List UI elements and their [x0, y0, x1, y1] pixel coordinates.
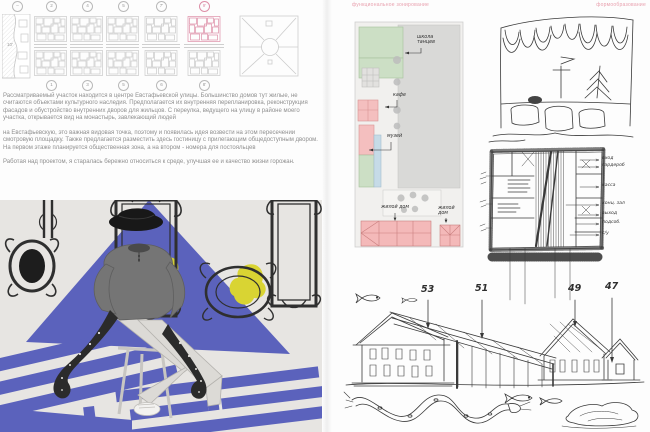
sneaker [134, 403, 160, 416]
caption-functional-zoning: функциональное зонирование [352, 2, 430, 8]
map-tile-number: 5 [118, 1, 129, 12]
plan-annotation-4: конц. зал [602, 201, 625, 206]
site-plan-label-residential-right: жилой дом [438, 206, 455, 217]
site-plan-label-cafe: кафе [393, 93, 406, 98]
description-paragraph-1: Рассматриваемый участок находится в центре Евстафьевской улицы. Большинство домов тут жилые, не считаются объектами культурного наследия. Предполагается их внутренняя перепланировка, реконструкция фасадов и обустройство внутренних дворов для жильцов. С переулка, ведущего на улицу в районе моего участка, открывается вид на монастырь, завлекающий людей [3, 93, 308, 122]
context-maps [2, 14, 302, 82]
map-tile-number: 1 [46, 80, 57, 91]
map-tile-number: 3 [82, 80, 93, 91]
map-tile-number: 2 [46, 1, 57, 12]
residential-blocks [361, 221, 460, 246]
map-tile-number: 4 [82, 1, 93, 12]
left-page [0, 0, 322, 432]
description-paragraph-2: на Евстафьевскую, это важная видовая точка, поэтому и появилась идея возвести на этом пересечении смотровую площадку. Также предлагается разместить здесь гостиницу с прилегающим общедоступным двором. На первом этаже планируется общественная зона, а на втором - номера для постояльцев [3, 129, 318, 151]
plan-annotation-5: выход [602, 211, 618, 216]
house-number-47: 47 [605, 281, 619, 292]
project-description [3, 93, 322, 174]
map-detail-plan [240, 16, 298, 76]
map-tile-number: – [12, 1, 23, 12]
perspective-sketch [483, 8, 647, 146]
concept-collage [0, 200, 322, 432]
site-plan-label-museum: музей [387, 134, 403, 139]
map-tile-number: 8' [199, 80, 210, 91]
house-number-51: 51 [475, 283, 489, 294]
map-tile-inner-label: 10' [7, 42, 13, 47]
plan-annotation-7: с/у [602, 231, 609, 236]
cafe-block [358, 100, 378, 121]
plan-annotation-3: касса [602, 183, 616, 188]
annex-block [362, 68, 379, 87]
site-plan-label-residential-left: жилой дом [381, 205, 409, 210]
house-number-53: 53 [421, 284, 435, 295]
map-tile-number: 6 [156, 80, 167, 91]
map-tile-highlighted [188, 17, 220, 76]
street-elevation-sketch [340, 248, 650, 432]
plan-annotation-6: подсоб. [602, 220, 621, 225]
house-number-49: 49 [568, 283, 582, 294]
map-tile-number: 7' [156, 1, 167, 12]
description-paragraph-3: Работая над проектом, я старалась бережно относиться к среде, улучшая ее и качество жизни горожан. [3, 159, 295, 166]
right-page [330, 0, 650, 432]
caption-form-generation: формообразование [596, 2, 646, 8]
site-plan [345, 20, 465, 248]
plaza-block [398, 25, 460, 188]
site-plan-label-dance-school: школа танцев [417, 35, 435, 46]
map-tile-number: 5 [118, 80, 129, 91]
plan-annotation-2: гардероб [602, 163, 625, 168]
plan-annotation-1: вход [602, 156, 614, 161]
map-tile-number-highlighted: 9' [199, 1, 210, 12]
